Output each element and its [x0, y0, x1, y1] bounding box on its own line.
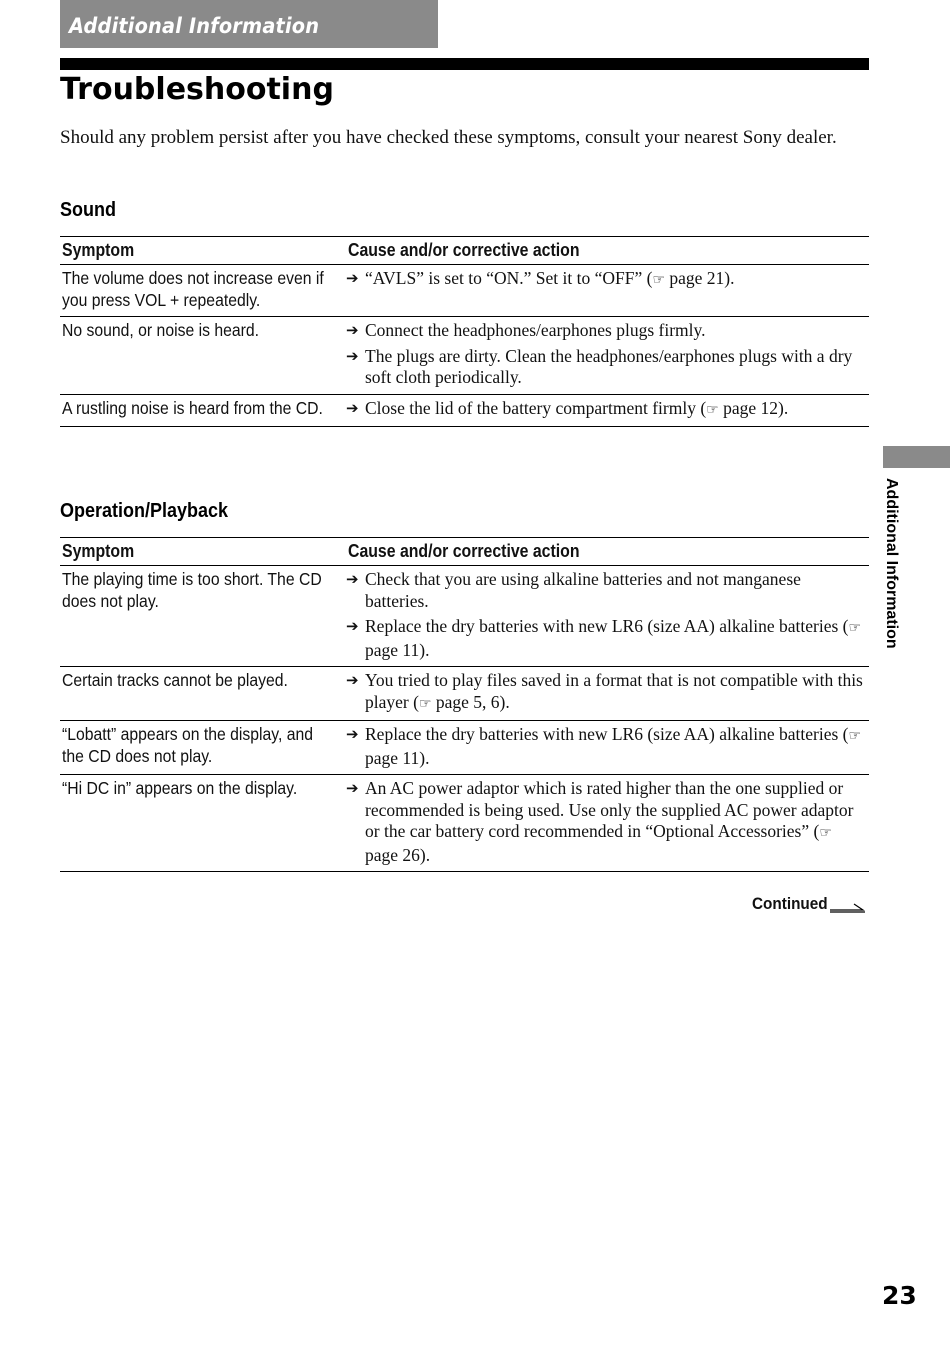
action-item: [346, 724, 867, 769]
action-text: “AVLS” is set to “ON.” Set it to “OFF” (: [365, 268, 653, 288]
symptom-cell: Certain tracks cannot be played.: [62, 670, 288, 690]
action-cell: [344, 317, 869, 395]
action-cell: [344, 721, 869, 775]
right-arrow-icon: ➔: [346, 570, 359, 588]
right-arrow-icon: ➔: [346, 346, 359, 365]
symptom-cell: The playing time is too short. The CD does not play.: [62, 569, 322, 611]
table-header-row: [60, 237, 869, 265]
pointing-hand-icon: ☞: [819, 825, 832, 841]
action-text: Replace the dry batteries with new LR6 (size AA) alkaline batteries (: [365, 724, 849, 744]
action-item: [346, 268, 867, 292]
right-arrow-icon: ➔: [346, 269, 359, 287]
page-number: 23: [882, 1281, 917, 1310]
action-column-header: Cause and/or corrective action: [348, 240, 580, 260]
symptom-cell: “Lobatt” appears on the display, and the CD does not play.: [62, 724, 314, 766]
side-section-label: Additional Information: [883, 478, 900, 649]
action-item: [346, 778, 867, 866]
sound-heading: Sound: [60, 199, 116, 221]
action-text: Close the lid of the battery compartment firmly (: [365, 397, 707, 418]
pointing-hand-icon: ☞: [848, 728, 862, 744]
action-item: [346, 670, 867, 715]
action-item: [346, 320, 867, 342]
page-reference: page 11).: [365, 639, 430, 660]
symptom-cell: “Hi DC in” appears on the display.: [62, 778, 298, 798]
pointing-hand-icon: ☞: [706, 401, 719, 418]
right-arrow-icon: ➔: [346, 779, 359, 797]
action-text: Connect the headphones/earphones plugs firmly.: [365, 320, 706, 340]
page-reference: page 12).: [718, 397, 789, 418]
side-section-tab: [883, 446, 950, 468]
table-row: [60, 667, 869, 721]
table-row: [60, 775, 869, 872]
page-reference: page 11).: [365, 747, 430, 768]
section-tab-label: Additional Information: [69, 14, 320, 38]
table-row: [60, 394, 869, 427]
page-reference: page 26).: [365, 844, 431, 865]
operation-table: [60, 537, 869, 872]
action-cell: [344, 566, 869, 667]
symptom-column-header: Symptom: [62, 240, 135, 260]
pointing-hand-icon: ☞: [418, 695, 432, 712]
action-item: [346, 569, 867, 612]
action-text: The plugs are dirty. Clean the headphones/earphones plugs with a dry soft cloth periodically.: [365, 345, 853, 387]
continued-arrow-icon: [830, 901, 866, 913]
symptom-cell: No sound, or noise is heard.: [62, 320, 260, 340]
right-arrow-icon: ➔: [346, 398, 359, 417]
page-title: Troubleshooting: [60, 72, 334, 107]
continued-label: Continued: [752, 894, 828, 913]
page-reference: page 21).: [665, 268, 735, 288]
action-cell: [344, 394, 869, 427]
action-text: Replace the dry batteries with new LR6 (size AA) alkaline batteries (: [365, 616, 849, 636]
right-arrow-icon: ➔: [346, 617, 359, 635]
action-item: [346, 616, 867, 661]
pointing-hand-icon: ☞: [652, 272, 665, 288]
table-row: [60, 721, 869, 775]
action-cell: [344, 265, 869, 317]
operation-heading: Operation/Playback: [60, 500, 229, 522]
intro-text: Should any problem persist after you have checked these symptoms, consult your nearest Sony dealer.: [60, 127, 837, 148]
section-tab: [60, 0, 438, 48]
sound-table: [60, 236, 869, 427]
continued-indicator: [752, 894, 836, 914]
action-text: Check that you are using alkaline batteries and not manganese batteries.: [365, 569, 801, 611]
table-row: [60, 317, 869, 395]
action-text: An AC power adaptor which is rated higher than the one supplied or recommended is being used. Use only the supplied AC power adaptor or the car battery cord recommended in “Optional Accessories” (: [365, 778, 854, 841]
right-arrow-icon: ➔: [346, 321, 359, 339]
action-item: [346, 346, 867, 389]
page-reference: page 5, 6).: [431, 691, 510, 712]
table-header-row: [60, 538, 869, 566]
table-row: [60, 265, 869, 317]
table-row: [60, 566, 869, 667]
right-arrow-icon: ➔: [346, 725, 359, 743]
right-arrow-icon: ➔: [346, 671, 359, 689]
action-text: You tried to play files saved in a format that is not compatible with this player (: [365, 670, 863, 712]
action-item: [346, 398, 867, 422]
action-cell: [344, 667, 869, 721]
symptom-cell: The volume does not increase even if you press VOL + repeatedly.: [62, 268, 324, 310]
action-column-header: Cause and/or corrective action: [348, 541, 580, 561]
pointing-hand-icon: ☞: [848, 620, 862, 636]
symptom-cell: A rustling noise is heard from the CD.: [62, 397, 323, 418]
title-rule: [60, 58, 869, 70]
action-cell: [344, 775, 869, 872]
symptom-column-header: Symptom: [62, 541, 135, 561]
